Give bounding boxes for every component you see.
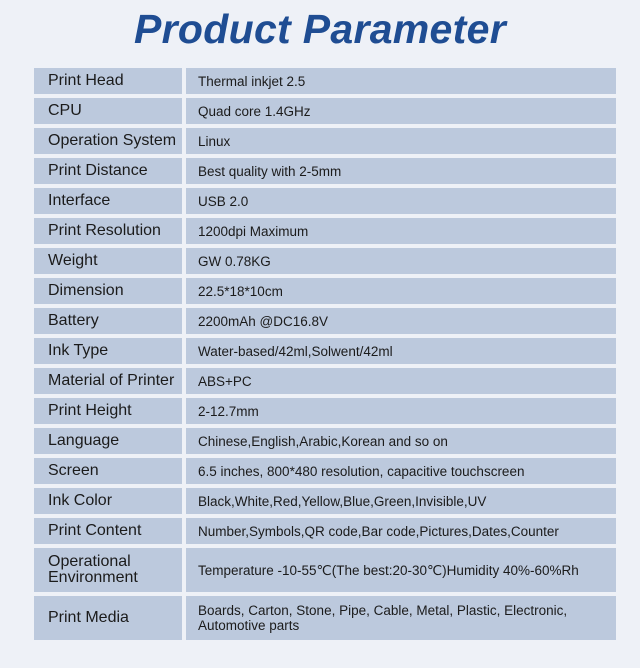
parameter-value: 2-12.7mm xyxy=(186,398,616,424)
table-row xyxy=(34,308,616,334)
parameter-value: USB 2.0 xyxy=(186,188,616,214)
parameter-label: Language xyxy=(34,428,182,454)
parameter-label: Print Resolution xyxy=(34,218,182,244)
parameter-value: 1200dpi Maximum xyxy=(186,218,616,244)
parameter-label: Interface xyxy=(34,188,182,214)
parameter-label: CPU xyxy=(34,98,182,124)
table-row xyxy=(34,158,616,184)
parameter-value: Best quality with 2-5mm xyxy=(186,158,616,184)
parameter-label: Operation System xyxy=(34,128,182,154)
table-row xyxy=(34,68,616,94)
parameter-value: 22.5*18*10cm xyxy=(186,278,616,304)
table-row xyxy=(34,488,616,514)
table-row xyxy=(34,518,616,544)
parameter-value: Water-based/42ml,Solwent/42ml xyxy=(186,338,616,364)
parameter-value: Thermal inkjet 2.5 xyxy=(186,68,616,94)
parameter-label: Print Head xyxy=(34,68,182,94)
page-title: Product Parameter xyxy=(134,6,506,52)
parameter-label: Operational Environment xyxy=(34,548,182,592)
parameter-label: Material of Printer xyxy=(34,368,182,394)
parameter-value: Temperature -10-55℃(The best:20-30℃)Humidity 40%-60%Rh xyxy=(186,548,616,592)
table-row xyxy=(34,428,616,454)
table-row xyxy=(34,188,616,214)
table-row xyxy=(34,218,616,244)
parameter-label: Dimension xyxy=(34,278,182,304)
parameter-label: Print Media xyxy=(34,596,182,640)
table-row xyxy=(34,596,616,640)
table-row xyxy=(34,398,616,424)
parameter-value: Number,Symbols,QR code,Bar code,Pictures,Dates,Counter xyxy=(186,518,616,544)
parameter-label: Screen xyxy=(34,458,182,484)
table-row xyxy=(34,548,616,592)
parameter-label: Print Distance xyxy=(34,158,182,184)
parameter-value: Quad core 1.4GHz xyxy=(186,98,616,124)
table-row xyxy=(34,458,616,484)
parameter-label: Print Height xyxy=(34,398,182,424)
parameter-value: GW 0.78KG xyxy=(186,248,616,274)
parameter-value: 2200mAh @DC16.8V xyxy=(186,308,616,334)
parameter-label: Ink Type xyxy=(34,338,182,364)
parameter-label: Battery xyxy=(34,308,182,334)
parameter-value: Boards, Carton, Stone, Pipe, Cable, Metal, Plastic, Electronic, Automotive parts xyxy=(186,596,616,640)
table-row xyxy=(34,338,616,364)
parameter-label: Weight xyxy=(34,248,182,274)
table-row xyxy=(34,248,616,274)
parameter-value: Linux xyxy=(186,128,616,154)
table-row xyxy=(34,368,616,394)
parameter-label: Print Content xyxy=(34,518,182,544)
parameter-value: ABS+PC xyxy=(186,368,616,394)
table-row xyxy=(34,128,616,154)
parameter-table xyxy=(34,68,616,644)
parameter-value: Chinese,English,Arabic,Korean and so on xyxy=(186,428,616,454)
parameter-value: 6.5 inches, 800*480 resolution, capacitive touchscreen xyxy=(186,458,616,484)
table-row xyxy=(34,98,616,124)
table-row xyxy=(34,278,616,304)
parameter-label: Ink Color xyxy=(34,488,182,514)
parameter-value: Black,White,Red,Yellow,Blue,Green,Invisible,UV xyxy=(186,488,616,514)
